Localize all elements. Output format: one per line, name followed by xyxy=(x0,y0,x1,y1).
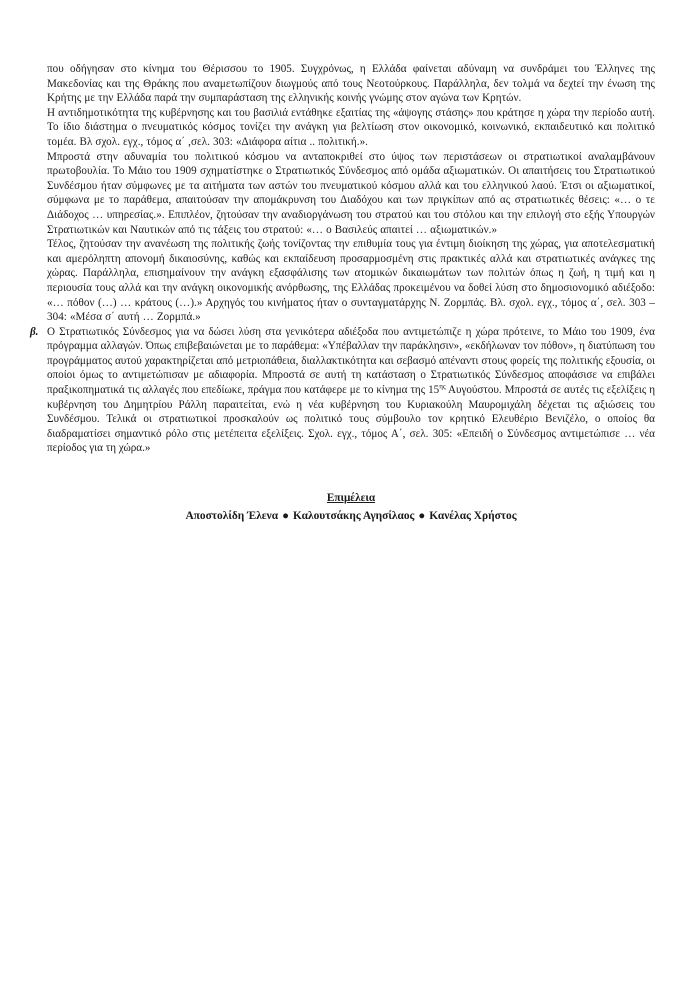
paragraph-4: Τέλος, ζητούσαν την ανανέωση της πολιτικής ζωής τονίζοντας την επιθυμία τους για έντιμη διοίκηση της χώρας, για αποτελεσματική και αμερόληπτη απονομή δικαιοσύνης, καθώς και εκπαίδευση προσαρμοσμένη στις πρακτικές αλλά και στρατιωτικές ανάγκες της χώρας. Παράλληλα, επισημαίνουν την ανάγκη εξασφάλισης των ατομικών δικαιωμάτων των πολιτών όπως η ζωή, η τιμή και η περιουσία τους αλλά και την ανάγκη οικονομικής ανόρθωσης, της Ελλάδας προκειμένου να δοθεί λύση στο δημοσιονομικό αδιέξοδο: «… πόθον (…) … κράτους (…).» Αρχηγός του κινήματος ήταν ο συνταγματάρχης Ν. Ζορμπάς. Βλ. σχολ. εγχ., τόμος α΄, σελ. 303 – 304: «Μέσα σ΄ αυτή … Ζορμπά.» xyxy=(47,238,655,324)
paragraph-1: που οδήγησαν στο κίνημα του Θέρισσου το 1905. Συγχρόνως, η Ελλάδα φαίνεται αδύναμη να συνδράμει του Έλληνες της Μακεδονίας και της Θράκης που αναμετωπίζουν διωγμούς από τους Νεοτούρκους. Παράλληλα, δεν τολμά να δεχtεί την ένωση της Κρήτης με την Ελλάδα παρά την συμπαράσταση της ελληνικής κοινής γνώμης στον αγώνα των Κρητών. xyxy=(47,63,655,105)
document-body xyxy=(30,62,655,524)
paragraph-2: Η αντιδημοτικότητα της κυβέρνησης και του βασιλιά εντάθηκε εξαιτίας της «άψογης στάσης» που κράτησε η χώρα την περίοδο αυτή. Το ίδιο διάστημα ο πνευματικός κόσμος τονίζει την ανάγκη για βελτίωση στον οικονομικό, κοινωνικό, εκπαιδευτικό και πολιτικό τομέα. Βλ σχολ. εγχ., τόμος α΄ ,σελ. 303: «Διάφορα αίτια .. πολιτική.». xyxy=(47,106,655,148)
credits-separator-2: ● xyxy=(418,510,426,523)
credits-separator-1: ● xyxy=(282,510,290,523)
paragraph-3: Μπροστά στην αδυναμία του πολιτικού κόσμου να ανταποκριθεί στο ύψος των περιστάσεων οι στρατιωτικοί αναλαμβάνουν πρωτοβουλία. Το Μάιο του 1909 σχηματίστηκε ο Στρατιωτικός Σύνδεσμος από ομάδα αξιωματικών. Οι απαιτήσεις του Στρατιωτικού Συνδέσμου ήταν σύμφωνες με τα αιτήματα των αστών του πνευματικού κόσμου αλλά και του ελληνικού λαού. Έτσι οι αξιωματικοί, σύμφωνα με το παράθεμα, απαιτούσαν την απομάκρυνση του Διαδόχου και των πριγκίπων από ας στρατιωτικές θέσεις: «… ο τε Διάδοχος … υπηρεσίας.». Επιπλέον, ζητούσαν την αναδιοργάνωση του στρατού και του στόλου και την επιλογή στο εξής Υπουργών Στρατιωτικών και Ναυτικών από τις τάξεις του στρατού: «… ο Βασιλεύς απαιτεί … αξιωματικών.» xyxy=(47,150,655,236)
lettered-paragraph-text xyxy=(47,325,655,456)
credit-name-2: Καλουτσάκης Αγησίλαος xyxy=(293,510,415,523)
credit-name-3: Κανέλας Χρήστος xyxy=(429,510,517,523)
paragraph-marker xyxy=(30,325,47,340)
lettered-text-part-1: Ο Στρατιωτικός Σύνδεσμος για να δώσει λύση στα γενικότερα αδιέξοδα που αντιμετώπιζε η χώρα πρότεινε, το Μάιο του 1909, ένα πρόγραμμα αλλαγών. Όπως επιβεβαιώνεται με το παράθεμα: «Υπέβαλλαν την παράκλησιν», «εκδήλωναν τον πόθον», η διατύπωση του προγράμματος αυτού χαρακτηρίζεται από μετριοπάθεια, διαλλακτικότητα και σεβασμό απέναντι στους φορείς της πολιτικής εξουσία, οι οποίοι όμως το αντιμετώπισαν με αδιαφορία. Μπροστά σε αυτή τη κατάσταση ο Στρατιωτικός Σύνδεσμος αποφάσισε να επιβάλει πραξικοπηματικά τις αλλαγές που επεδίωκε, πράγμα που κατάφερε με το κίνημα της 15 xyxy=(47,325,655,397)
credits-title: Επιμέλεια xyxy=(326,492,376,505)
ordinal-superscript: ης xyxy=(439,382,446,391)
lettered-text-part-2: Αυγούστου. Μπροστά σε αυτές τις εξελίξεις η κυβέρνηση του Δημητρίου Ράλλη παραιτείται, ενώ η νέα κυβέρνηση του Κυριακούλη Μαυρομιχάλη δέχεται τις αξιώσεις του Συνδέσμου. Τελικά οι στρατιωτικοί προσκαλούν ως πολιτικό τους σύμβουλο τον κρητικό Ελευθέριο Βενιζέλο, ο οποίος θα διαδραματίσει σημαντικό ρόλο στις μετέπειτα εξελίξεις. Σχολ. εγχ., τόμος Α΄, σελ. 305: «Επειδή ο Σύνδεσμος αντιμετώπισε … νέα περίοδος για τη χώρα.» xyxy=(47,384,655,455)
paragraph-marker-label: β. xyxy=(30,325,39,338)
credits-title-row xyxy=(47,488,655,506)
credit-name-1: Αποστολίδη Έλενα xyxy=(185,510,279,523)
lettered-paragraph-beta xyxy=(30,325,655,456)
credits-names xyxy=(47,508,655,524)
credits-block xyxy=(47,488,655,524)
lettered-paragraph-body xyxy=(47,325,655,456)
